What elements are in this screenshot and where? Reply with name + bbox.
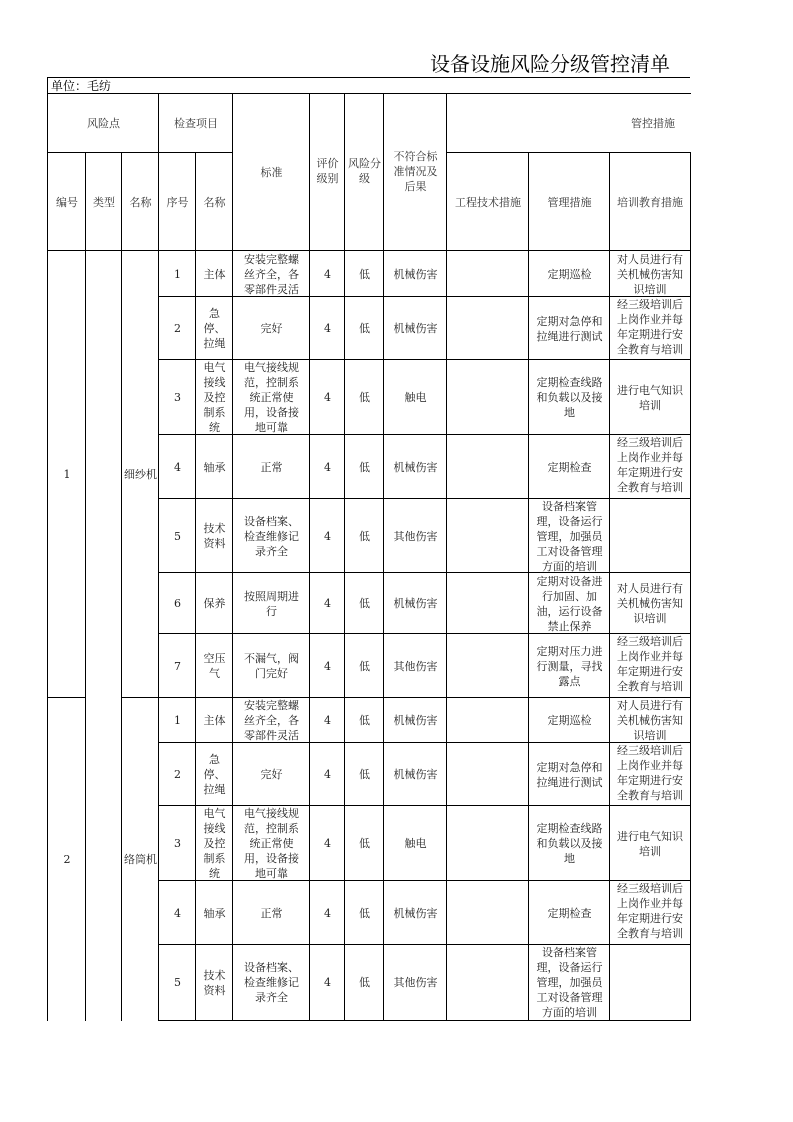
row-consequence-text: 机械伤害 bbox=[393, 267, 438, 281]
row-risk-grade bbox=[344, 572, 384, 634]
row-management-measure bbox=[528, 250, 610, 297]
section-equipment-name-text: 细纱机 bbox=[124, 468, 157, 481]
row-consequence bbox=[383, 697, 447, 743]
row-engineering-measure bbox=[446, 296, 529, 360]
row-management-measure bbox=[528, 742, 610, 806]
row-training-measure bbox=[609, 742, 691, 806]
row-risk-grade-text: 低 bbox=[359, 659, 370, 673]
row-risk-grade bbox=[344, 805, 384, 881]
row-management-measure bbox=[528, 359, 610, 435]
row-management-measure bbox=[528, 944, 610, 1021]
row-item-name-text: 技术资料 bbox=[203, 522, 226, 550]
row-engineering-measure bbox=[446, 633, 529, 698]
row-seq bbox=[158, 250, 196, 297]
header-col-item-name-text: 名称 bbox=[203, 195, 226, 209]
header-col-management-text: 管理措施 bbox=[547, 195, 592, 209]
row-training-measure-text: 经三级培训后上岗作业并每年定期进行安全教育与培训 bbox=[617, 635, 683, 693]
header-standard-text: 标准 bbox=[260, 166, 283, 179]
row-consequence-text: 机械伤害 bbox=[393, 460, 438, 474]
row-item-name-text: 电气接线及控制系统 bbox=[203, 807, 226, 880]
row-engineering-measure bbox=[446, 697, 529, 743]
row-item-name-text: 急停、拉绳 bbox=[203, 307, 226, 350]
row-eval-level-text: 4 bbox=[324, 768, 331, 781]
row-risk-grade bbox=[344, 359, 384, 435]
row-eval-level bbox=[309, 359, 345, 435]
row-item-name-text: 急停、拉绳 bbox=[203, 753, 226, 796]
row-training-measure-text: 经三级培训后上岗作业并每年定期进行安全教育与培训 bbox=[617, 882, 683, 940]
row-engineering-measure bbox=[446, 742, 529, 806]
section-equipment-name-text: 络筒机 bbox=[124, 853, 157, 866]
row-training-measure bbox=[609, 296, 691, 360]
row-standard bbox=[232, 633, 310, 698]
row-risk-grade-text: 低 bbox=[359, 906, 370, 920]
header-risk-point bbox=[47, 93, 159, 153]
row-seq-text: 3 bbox=[174, 391, 181, 404]
row-training-measure-text: 对人员进行有关机械伤害知识培训 bbox=[617, 582, 683, 625]
header-control-measures bbox=[446, 93, 691, 153]
row-seq bbox=[158, 880, 196, 945]
row-engineering-measure bbox=[446, 805, 529, 881]
row-standard bbox=[232, 944, 310, 1021]
row-engineering-measure bbox=[446, 359, 529, 435]
row-consequence-text: 其他伤害 bbox=[393, 659, 438, 673]
row-consequence-text: 其他伤害 bbox=[393, 529, 438, 543]
row-training-measure bbox=[609, 434, 691, 499]
row-training-measure-text: 经三级培训后上岗作业并每年定期进行安全教育与培训 bbox=[617, 744, 683, 802]
row-seq-text: 2 bbox=[174, 768, 181, 781]
row-item-name-text: 保养 bbox=[203, 597, 226, 610]
row-seq bbox=[158, 498, 196, 573]
row-risk-grade-text: 低 bbox=[359, 714, 370, 727]
row-training-measure-text: 进行电气知识培训 bbox=[617, 383, 683, 412]
header-risk-grade-text: 风险分级 bbox=[348, 157, 381, 185]
row-training-measure bbox=[609, 359, 691, 435]
row-training-measure-text: 对人员进行有关机械伤害知识培训 bbox=[617, 699, 683, 742]
row-item-name bbox=[195, 498, 233, 573]
row-consequence bbox=[383, 805, 447, 881]
row-training-measure bbox=[609, 944, 691, 1021]
row-seq-text: 4 bbox=[174, 906, 181, 920]
section-equipment-name bbox=[121, 250, 159, 698]
row-risk-grade bbox=[344, 296, 384, 360]
row-engineering-measure bbox=[446, 572, 529, 634]
row-eval-level-text: 4 bbox=[324, 597, 331, 610]
row-standard-text: 按照周期进行 bbox=[244, 589, 299, 618]
row-eval-level-text: 4 bbox=[324, 976, 331, 989]
row-seq-text: 4 bbox=[174, 460, 181, 474]
row-item-name-text: 轴承 bbox=[203, 906, 226, 920]
row-standard bbox=[232, 250, 310, 297]
row-seq bbox=[158, 633, 196, 698]
header-col-seq bbox=[158, 152, 196, 251]
row-consequence bbox=[383, 944, 447, 1021]
section-no bbox=[47, 697, 86, 1021]
row-risk-grade bbox=[344, 250, 384, 297]
row-eval-level bbox=[309, 434, 345, 499]
row-consequence-text: 其他伤害 bbox=[393, 976, 438, 989]
row-engineering-measure bbox=[446, 880, 529, 945]
row-engineering-measure bbox=[446, 944, 529, 1021]
row-management-measure-text: 设备档案管理，设备运行管理，加强员工对设备管理方面的培训 bbox=[536, 499, 603, 573]
row-management-measure-text: 定期对设备进行加固、加油，运行设备禁止保养 bbox=[536, 574, 603, 633]
header-check-item bbox=[158, 93, 233, 153]
header-col-no-text: 编号 bbox=[56, 195, 78, 209]
section-no-text: 2 bbox=[63, 853, 71, 866]
row-risk-grade-text: 低 bbox=[359, 837, 370, 850]
row-management-measure-text: 定期检查 bbox=[547, 906, 592, 920]
row-standard bbox=[232, 697, 310, 743]
header-col-type bbox=[85, 152, 122, 251]
row-training-measure-text: 经三级培训后上岗作业并每年定期进行安全教育与培训 bbox=[617, 436, 683, 494]
row-training-measure bbox=[609, 572, 691, 634]
header-risk-point-text: 风险点 bbox=[87, 117, 120, 130]
row-eval-level bbox=[309, 742, 345, 806]
header-col-type-text: 类型 bbox=[93, 195, 115, 209]
unit-label: 单位：毛纺 bbox=[47, 77, 690, 93]
row-consequence-text: 机械伤害 bbox=[393, 768, 438, 781]
row-seq-text: 1 bbox=[174, 267, 181, 281]
row-management-measure bbox=[528, 633, 610, 698]
row-risk-grade-text: 低 bbox=[359, 529, 370, 543]
row-seq-text: 7 bbox=[174, 659, 181, 673]
row-engineering-measure bbox=[446, 250, 529, 297]
header-standard bbox=[232, 93, 310, 251]
row-item-name bbox=[195, 805, 233, 881]
row-risk-grade bbox=[344, 498, 384, 573]
header-col-engineering bbox=[446, 152, 529, 251]
row-eval-level-text: 4 bbox=[324, 267, 331, 281]
row-risk-grade-text: 低 bbox=[359, 976, 370, 989]
row-risk-grade bbox=[344, 697, 384, 743]
row-seq bbox=[158, 742, 196, 806]
row-risk-grade-text: 低 bbox=[359, 391, 370, 404]
row-management-measure bbox=[528, 697, 610, 743]
row-item-name bbox=[195, 359, 233, 435]
row-risk-grade bbox=[344, 880, 384, 945]
row-management-measure-text: 定期巡检 bbox=[547, 714, 592, 727]
row-eval-level bbox=[309, 498, 345, 573]
header-check-item-text: 检查项目 bbox=[174, 117, 218, 130]
header-control-measures-text: 管控措施 bbox=[631, 117, 675, 130]
row-training-measure bbox=[609, 498, 691, 573]
row-standard bbox=[232, 742, 310, 806]
row-item-name bbox=[195, 250, 233, 297]
row-management-measure bbox=[528, 572, 610, 634]
header-risk-grade bbox=[344, 93, 384, 251]
row-seq-text: 5 bbox=[174, 976, 181, 989]
row-standard-text: 正常 bbox=[260, 460, 283, 474]
row-item-name-text: 技术资料 bbox=[203, 968, 226, 997]
section-type bbox=[85, 250, 122, 1021]
row-seq bbox=[158, 296, 196, 360]
row-standard-text: 不漏气，阀门完好 bbox=[244, 652, 299, 680]
row-standard-text: 安装完整螺丝齐全，各零部件灵活 bbox=[244, 699, 299, 742]
row-item-name-text: 主体 bbox=[203, 714, 226, 727]
row-seq-text: 6 bbox=[174, 597, 181, 610]
row-standard bbox=[232, 359, 310, 435]
row-seq bbox=[158, 805, 196, 881]
row-item-name bbox=[195, 633, 233, 698]
row-consequence-text: 机械伤害 bbox=[393, 322, 438, 335]
row-eval-level bbox=[309, 633, 345, 698]
row-management-measure-text: 定期检查 bbox=[547, 460, 592, 474]
header-col-engineering-text: 工程技术措施 bbox=[455, 195, 521, 209]
row-risk-grade-text: 低 bbox=[359, 460, 370, 474]
row-item-name bbox=[195, 572, 233, 634]
row-eval-level bbox=[309, 697, 345, 743]
row-seq-text: 5 bbox=[174, 529, 181, 543]
row-training-measure bbox=[609, 805, 691, 881]
row-consequence bbox=[383, 296, 447, 360]
row-management-measure-text: 定期对急停和拉绳进行测试 bbox=[536, 314, 603, 343]
row-consequence-text: 触电 bbox=[404, 837, 427, 850]
row-standard-text: 完好 bbox=[260, 768, 283, 781]
row-item-name-text: 轴承 bbox=[203, 460, 226, 474]
row-consequence bbox=[383, 498, 447, 573]
page-title: 设备设施风险分级管控清单 bbox=[430, 52, 670, 76]
row-item-name bbox=[195, 296, 233, 360]
header-col-training bbox=[609, 152, 691, 251]
row-eval-level-text: 4 bbox=[324, 659, 331, 673]
row-standard bbox=[232, 880, 310, 945]
row-risk-grade-text: 低 bbox=[359, 597, 370, 610]
row-item-name-text: 空压气 bbox=[203, 652, 226, 680]
row-engineering-measure bbox=[446, 498, 529, 573]
row-seq bbox=[158, 572, 196, 634]
row-eval-level-text: 4 bbox=[324, 322, 331, 335]
header-col-management bbox=[528, 152, 610, 251]
row-standard-text: 电气接线规范，控制系统正常使用，设备接地可靠 bbox=[244, 807, 299, 880]
row-eval-level-text: 4 bbox=[324, 906, 331, 920]
row-management-measure bbox=[528, 805, 610, 881]
header-nonconformity-text: 不符合标准情况及后果 bbox=[393, 150, 438, 193]
row-eval-level-text: 4 bbox=[324, 391, 331, 404]
header-col-name-text: 名称 bbox=[129, 195, 152, 209]
row-consequence bbox=[383, 880, 447, 945]
row-consequence bbox=[383, 359, 447, 435]
row-training-measure bbox=[609, 880, 691, 945]
section-no-text: 1 bbox=[63, 468, 71, 481]
row-management-measure bbox=[528, 434, 610, 499]
row-eval-level bbox=[309, 250, 345, 297]
row-seq bbox=[158, 359, 196, 435]
row-management-measure-text: 定期检查线路和负载以及接地 bbox=[536, 376, 603, 419]
row-item-name bbox=[195, 697, 233, 743]
row-eval-level bbox=[309, 296, 345, 360]
row-management-measure bbox=[528, 880, 610, 945]
row-standard bbox=[232, 805, 310, 881]
row-standard-text: 电气接线规范，控制系统正常使用，设备接地可靠 bbox=[244, 361, 299, 434]
row-seq bbox=[158, 944, 196, 1021]
row-management-measure-text: 定期对急停和拉绳进行测试 bbox=[536, 760, 603, 789]
row-standard bbox=[232, 434, 310, 499]
row-seq bbox=[158, 697, 196, 743]
header-eval-level-text: 评价级别 bbox=[316, 157, 339, 185]
row-management-measure-text: 定期巡检 bbox=[547, 267, 592, 281]
row-management-measure-text: 定期对压力进行测量，寻找露点 bbox=[536, 644, 603, 688]
row-eval-level bbox=[309, 880, 345, 945]
row-item-name bbox=[195, 434, 233, 499]
row-consequence-text: 机械伤害 bbox=[393, 714, 438, 727]
section-equipment-name bbox=[121, 697, 159, 1021]
row-item-name bbox=[195, 944, 233, 1021]
row-risk-grade bbox=[344, 944, 384, 1021]
row-eval-level bbox=[309, 572, 345, 634]
row-consequence-text: 触电 bbox=[404, 391, 427, 404]
row-eval-level-text: 4 bbox=[324, 837, 331, 850]
row-standard bbox=[232, 296, 310, 360]
section-no bbox=[47, 250, 86, 698]
row-seq-text: 1 bbox=[174, 714, 181, 727]
row-training-measure bbox=[609, 250, 691, 297]
row-risk-grade-text: 低 bbox=[359, 267, 370, 281]
header-col-item-name bbox=[195, 152, 233, 251]
row-eval-level-text: 4 bbox=[324, 714, 331, 727]
row-risk-grade bbox=[344, 633, 384, 698]
row-training-measure bbox=[609, 633, 691, 698]
row-consequence bbox=[383, 572, 447, 634]
row-standard bbox=[232, 572, 310, 634]
row-eval-level-text: 4 bbox=[324, 460, 331, 474]
row-training-measure bbox=[609, 697, 691, 743]
row-seq bbox=[158, 434, 196, 499]
row-consequence bbox=[383, 250, 447, 297]
row-consequence bbox=[383, 434, 447, 499]
row-management-measure bbox=[528, 296, 610, 360]
row-standard-text: 安装完整螺丝齐全，各零部件灵活 bbox=[244, 252, 299, 296]
row-standard-text: 正常 bbox=[260, 906, 283, 920]
row-risk-grade-text: 低 bbox=[359, 322, 370, 335]
row-eval-level bbox=[309, 944, 345, 1021]
row-eval-level-text: 4 bbox=[324, 529, 331, 543]
row-consequence bbox=[383, 742, 447, 806]
row-management-measure-text: 设备档案管理，设备运行管理，加强员工对设备管理方面的培训 bbox=[536, 946, 603, 1019]
row-seq-text: 2 bbox=[174, 322, 181, 335]
header-nonconformity bbox=[383, 93, 447, 251]
row-consequence bbox=[383, 633, 447, 698]
row-training-measure-text: 经三级培训后上岗作业并每年定期进行安全教育与培训 bbox=[617, 298, 683, 356]
row-item-name bbox=[195, 742, 233, 806]
header-col-seq-text: 序号 bbox=[166, 195, 189, 209]
row-risk-grade bbox=[344, 742, 384, 806]
row-eval-level bbox=[309, 805, 345, 881]
row-risk-grade bbox=[344, 434, 384, 499]
row-item-name-text: 主体 bbox=[203, 267, 226, 281]
header-col-training-text: 培训教育措施 bbox=[617, 195, 683, 209]
row-management-measure-text: 定期检查线路和负载以及接地 bbox=[536, 822, 603, 865]
row-management-measure bbox=[528, 498, 610, 573]
row-item-name bbox=[195, 880, 233, 945]
row-consequence-text: 机械伤害 bbox=[393, 906, 438, 920]
header-col-name bbox=[121, 152, 159, 251]
row-item-name-text: 电气接线及控制系统 bbox=[203, 361, 226, 434]
row-engineering-measure bbox=[446, 434, 529, 499]
row-standard-text: 设备档案、检查维修记录齐全 bbox=[244, 961, 299, 1004]
row-standard-text: 设备档案、检查维修记录齐全 bbox=[244, 514, 299, 558]
row-risk-grade-text: 低 bbox=[359, 768, 370, 781]
header-col-no bbox=[47, 152, 86, 251]
row-consequence-text: 机械伤害 bbox=[393, 597, 438, 610]
row-standard-text: 完好 bbox=[260, 322, 283, 335]
row-standard bbox=[232, 498, 310, 573]
row-training-measure-text: 对人员进行有关机械伤害知识培训 bbox=[617, 252, 683, 296]
header-eval-level bbox=[309, 93, 345, 251]
row-seq-text: 3 bbox=[174, 837, 181, 850]
row-training-measure-text: 进行电气知识培训 bbox=[617, 829, 683, 858]
